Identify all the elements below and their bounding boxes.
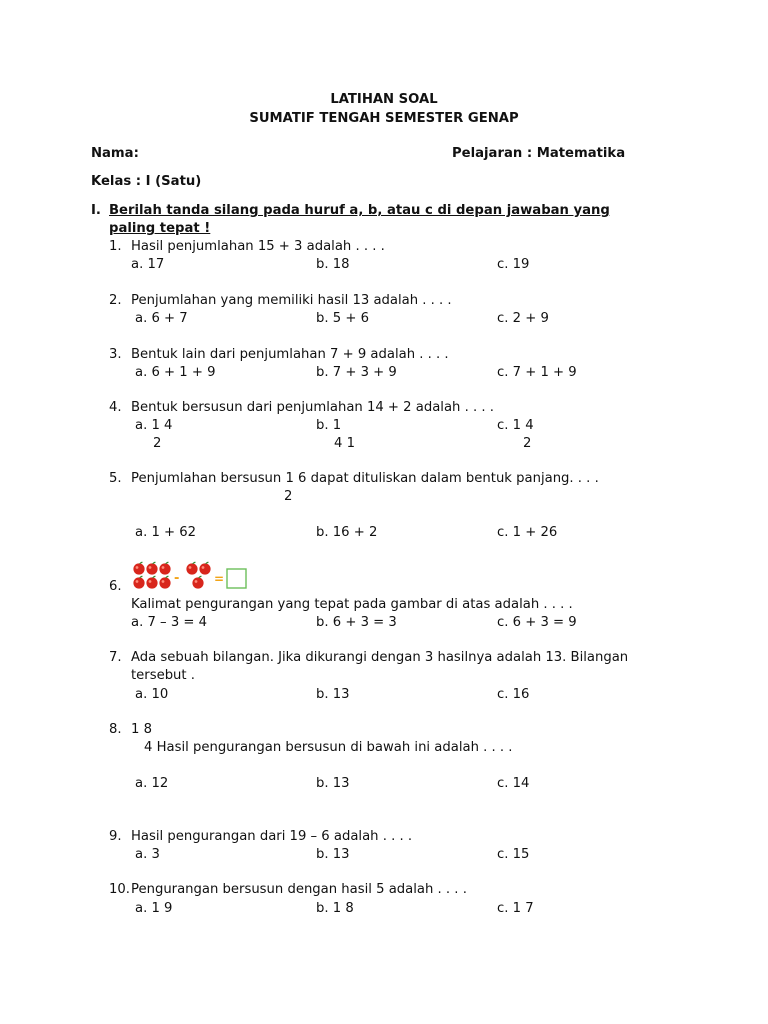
option-c[interactable]: c. 2 + 9	[497, 311, 549, 326]
question-text: Kalimat pengurangan yang tepat pada gambar di atas adalah . . . .	[131, 597, 573, 612]
option-c[interactable]: c. 7 + 1 + 9	[497, 365, 577, 380]
apple-icon	[146, 576, 157, 589]
question-number: 8.	[109, 722, 122, 737]
option-c[interactable]: c. 1 7	[497, 901, 534, 916]
option-c[interactable]: c. 15	[497, 847, 530, 862]
pelajaran-label: Pelajaran : Matematika	[452, 146, 626, 161]
page-subtitle: SUMATIF TENGAH SEMESTER GENAP	[249, 111, 519, 126]
option-a[interactable]: a. 17	[131, 257, 165, 272]
question-text: Hasil penjumlahan 15 + 3 adalah . . . .	[131, 239, 385, 254]
section-number: I.	[91, 203, 101, 218]
option-a[interactable]: a. 10	[135, 687, 169, 702]
minus-sign: -	[174, 571, 180, 586]
option-a-line2: 2	[153, 436, 162, 451]
apple-subtraction-image	[130, 560, 250, 594]
question-number: 10.	[109, 882, 130, 897]
apple-icon	[133, 576, 144, 589]
option-c[interactable]: c. 19	[497, 257, 530, 272]
section-instruction-cont: paling tepat !	[109, 221, 211, 236]
question-number: 3.	[109, 347, 122, 362]
question-text: Ada sebuah bilangan. Jika dikurangi dengan 3 hasilnya adalah 13. Bilangan	[131, 650, 629, 665]
apple-icon	[159, 576, 170, 589]
option-a[interactable]: a. 6 + 7	[135, 311, 188, 326]
option-b[interactable]: b. 13	[316, 847, 350, 862]
question-text: Hasil pengurangan dari 19 – 6 adalah . . . .	[131, 829, 413, 844]
apple-icon	[146, 562, 157, 575]
option-c[interactable]: c. 14	[497, 776, 530, 791]
question-text-cont: tersebut .	[131, 668, 195, 683]
question-number: 1.	[109, 239, 122, 254]
question-text: Penjumlahan yang memiliki hasil 13 adalah . . . .	[131, 293, 452, 308]
question-number: 2.	[109, 293, 122, 308]
option-b[interactable]: b. 18	[316, 257, 350, 272]
option-b[interactable]: b. 13	[316, 776, 350, 791]
option-b-line2: 4 1	[334, 436, 355, 451]
option-b[interactable]: b. 1	[316, 418, 342, 433]
question-text: 4 Hasil pengurangan bersusun di bawah ini adalah . . . .	[144, 740, 513, 755]
option-c[interactable]: c. 1 + 26	[497, 525, 558, 540]
apple-icon	[186, 562, 197, 575]
kelas-label: Kelas : I (Satu)	[91, 174, 202, 189]
question-number: 4.	[109, 400, 122, 415]
question-stacked-number: 1 8	[131, 722, 152, 737]
section-instruction: Berilah tanda silang pada huruf a, b, atau c di depan jawaban yang	[109, 203, 610, 218]
question-number: 6.	[109, 579, 122, 594]
option-c[interactable]: c. 16	[497, 687, 530, 702]
nama-label: Nama:	[91, 146, 139, 161]
option-a[interactable]: a. 12	[135, 776, 169, 791]
question-text-stacked-digit: 2	[284, 489, 293, 504]
question-text: Bentuk lain dari penjumlahan 7 + 9 adalah . . . .	[131, 347, 449, 362]
option-a[interactable]: a. 3	[135, 847, 160, 862]
option-b[interactable]: b. 7 + 3 + 9	[316, 365, 397, 380]
option-a[interactable]: a. 1 + 62	[135, 525, 197, 540]
option-c[interactable]: c. 1 4	[497, 418, 534, 433]
question-number: 9.	[109, 829, 122, 844]
question-number: 5.	[109, 471, 122, 486]
apple-icon	[133, 562, 144, 575]
question-number: 7.	[109, 650, 122, 665]
option-a[interactable]: a. 1 4	[135, 418, 173, 433]
apple-icon	[199, 562, 210, 575]
apple-icon-group	[133, 562, 210, 589]
page-title: LATIHAN SOAL	[330, 92, 438, 107]
option-b[interactable]: b. 6 + 3 = 3	[316, 615, 397, 630]
option-b[interactable]: b. 16 + 2	[316, 525, 378, 540]
option-c-line2: 2	[523, 436, 532, 451]
option-b[interactable]: b. 13	[316, 687, 350, 702]
question-text: Pengurangan bersusun dengan hasil 5 adalah . . . .	[131, 882, 467, 897]
option-a[interactable]: a. 6 + 1 + 9	[135, 365, 216, 380]
option-c[interactable]: c. 6 + 3 = 9	[497, 615, 577, 630]
answer-box-icon	[227, 569, 246, 588]
option-a[interactable]: a. 1 9	[135, 901, 173, 916]
apple-icon	[192, 576, 203, 589]
apple-icon	[159, 562, 170, 575]
question-text: Penjumlahan bersusun 1 6 dapat dituliskan dalam bentuk panjang. . . .	[131, 471, 599, 486]
option-a[interactable]: a. 7 – 3 = 4	[131, 615, 208, 630]
option-b[interactable]: b. 1 8	[316, 901, 354, 916]
equals-sign: =	[214, 572, 225, 586]
question-text: Bentuk bersusun dari penjumlahan 14 + 2 adalah . . . .	[131, 400, 494, 415]
option-b[interactable]: b. 5 + 6	[316, 311, 369, 326]
